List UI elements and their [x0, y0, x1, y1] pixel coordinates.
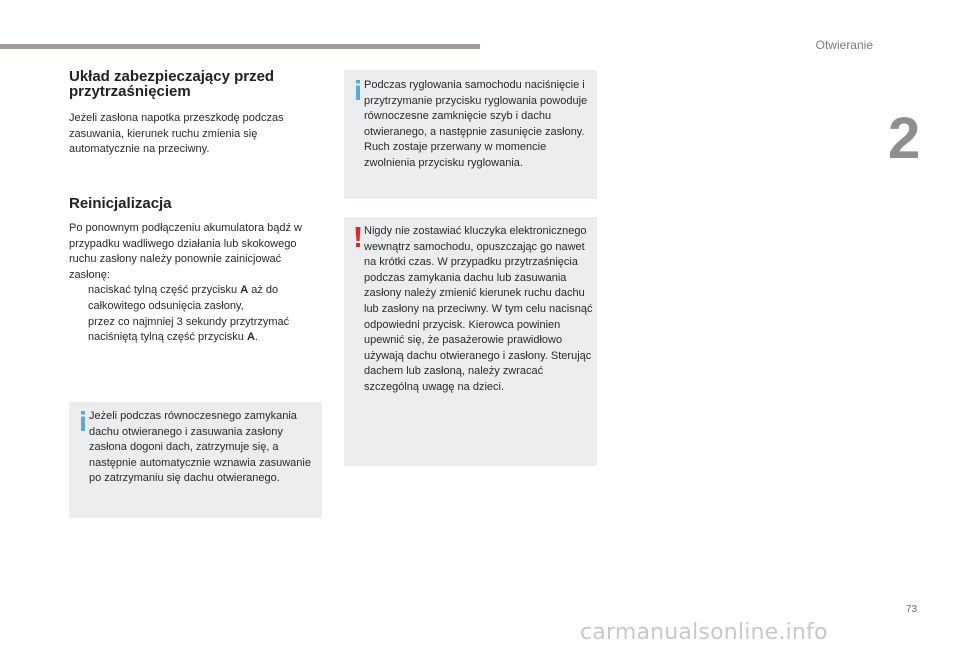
info-text: Jeżeli podczas równoczesnego zamykania dachu otwieranego i zasuwania zasłony zasłona dogoni dach, zatrzymuje się, a następnie automatycznie wznawia zasuwanie po zatrzymaniu się dachu otwieranego.: [89, 410, 311, 485]
section-title-reinit: Reinicjalizacja: [69, 195, 172, 212]
list-item: naciskać tylną część przycisku A aż do całkowitego odsunięcia zasłony,: [69, 283, 323, 314]
chapter-number: 2: [888, 106, 921, 171]
header-bar: [0, 44, 480, 49]
left-column: [69, 69, 323, 158]
info-icon: [77, 411, 89, 431]
warning-icon: [352, 227, 364, 247]
list-item: przez co najmniej 3 sekundy przytrzymać naciśniętą tylną część przycisku A.: [69, 315, 323, 346]
info-text: Podczas ryglowania samochodu naciśnięcie i przytrzymanie przycisku ryglowania powoduje równoczesne zamknięcie szyb i dachu otwieranego, a następnie zasunięcie zasłony. Ruch zostaje przerwany w momencie zwolnienia przycisku ryglowania.: [364, 79, 588, 169]
watermark: carmanualsonline.info: [580, 620, 828, 645]
info-box-locking: [344, 70, 597, 199]
warning-text: Nigdy nie zostawiać kluczyka elektronicznego wewnątrz samochodu, opuszczając go nawet na krótki czas. W przypadku przytrzaśnięcia podczas zamykania dachu lub zasuwania zasłony należy zmienić kierunek ruchu dachu lub zasłony na przeciwny. W tym celu nacisnąć odpowiedni przycisk. Kierowca powinien upewnić się, że pasażerowie prawidłowo używają dachu otwieranego i zasłony. Sterując dachem lub zasłoną, należy zwracać szczególną uwagę na dzieci.: [364, 225, 593, 393]
page-number: 73: [906, 604, 918, 615]
reinit-intro: Po ponownym podłączeniu akumulatora bądź w przypadku wadliwego działania lub skokowego ruchu zasłony należy ponownie zainicjować zasłonę:: [69, 222, 302, 281]
info-box-sync: [69, 402, 322, 518]
protection-paragraph: Jeżeli zasłona napotka przeszkodę podczas zasuwania, kierunek ruchu zmienia się automatycznie na przeciwny.: [69, 112, 284, 156]
reinit-block: [69, 221, 323, 346]
bullet-arrow-icon: [69, 315, 88, 346]
bullet-arrow-icon: [69, 283, 88, 314]
section-label: Otwieranie: [815, 38, 873, 52]
info-icon: [352, 80, 364, 100]
warning-box: [344, 217, 597, 466]
section-title-protection: Układ zabezpieczający przed przytrzaśnięciem: [69, 68, 275, 100]
